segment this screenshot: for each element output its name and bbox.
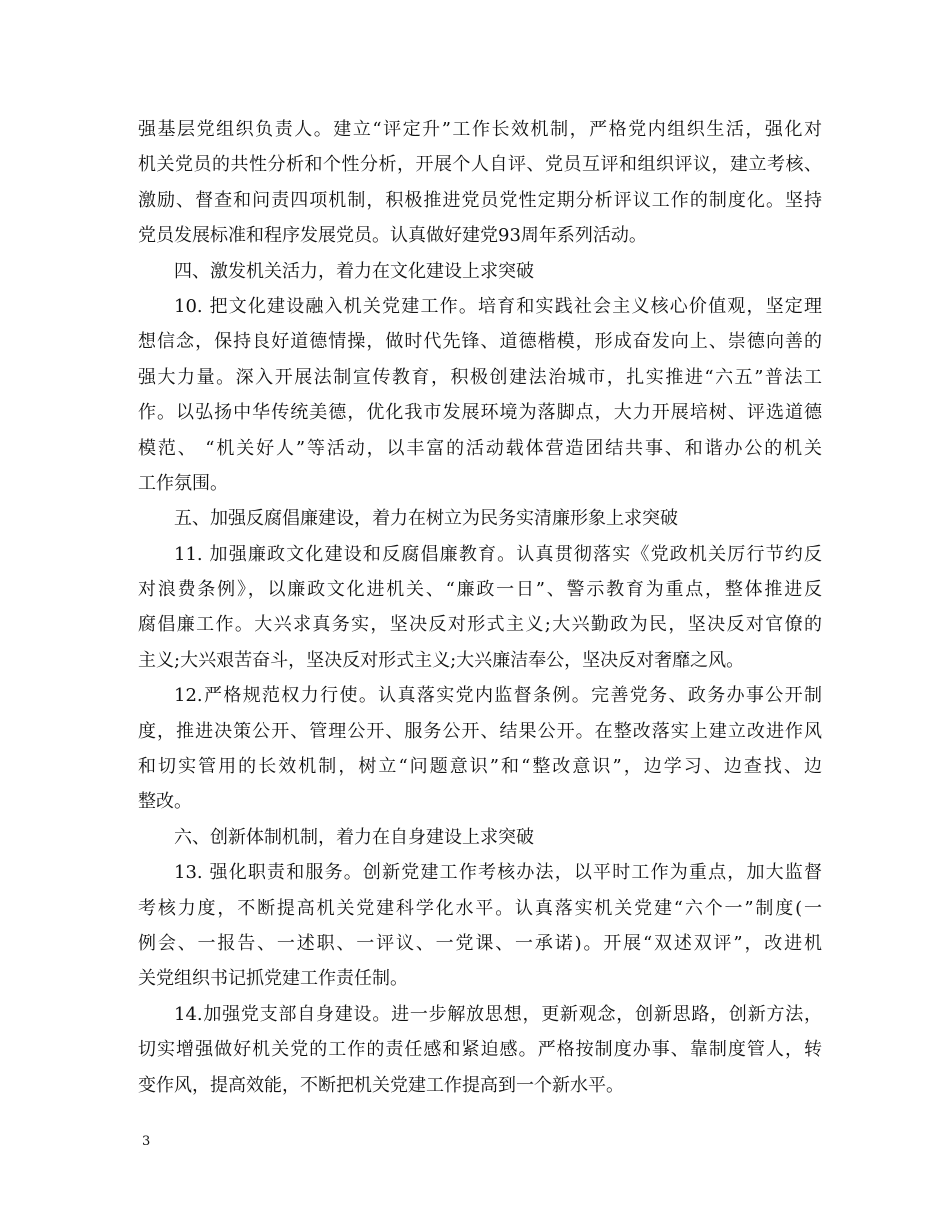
text-line: 作。以弘扬中华传统美德，优化我市发展环境为落脚点，大力开展培树、评选道德 xyxy=(138,402,822,424)
text-line: 六、创新体制机制，着力在自身建设上求突破 xyxy=(174,826,534,848)
text-line: 工作氛围。 xyxy=(138,472,228,494)
text-line: 五、加强反腐倡廉建设，着力在树立为民务实清廉形象上求突破 xyxy=(174,508,678,530)
text-line: 度，推进决策公开、管理公开、服务公开、结果公开。在整改落实上建立改进作风 xyxy=(138,720,822,742)
text-line: 14.加强党支部自身建设。进一步解放思想，更新观念，创新思路，创新方法， xyxy=(174,1003,822,1025)
text-line: 主义;大兴艰苦奋斗，坚决反对形式主义;大兴廉洁奉公，坚决反对奢靡之风。 xyxy=(138,649,745,671)
text-line: 11. 加强廉政文化建设和反腐倡廉教育。认真贯彻落实《党政机关厉行节约反 xyxy=(174,543,822,565)
text-line: 13. 强化职责和服务。创新党建工作考核办法，以平时工作为重点，加大监督 xyxy=(174,862,822,884)
text-line: 对浪费条例》，以廉政文化进机关、“廉政一日”、警示教育为重点，整体推进反 xyxy=(138,579,822,601)
text-line: 变作风，提高效能，不断把机关党建工作提高到一个新水平。 xyxy=(138,1074,624,1096)
text-line: 切实增强做好机关党的工作的责任感和紧迫感。严格按制度办事、靠制度管人，转 xyxy=(138,1039,822,1061)
text-line: 12.严格规范权力行使。认真落实党内监督条例。完善党务、政务办事公开制 xyxy=(174,685,822,707)
text-line: 强大力量。深入开展法制宣传教育，积极创建法治城市，扎实推进“六五”普法工 xyxy=(138,366,822,388)
text-line: 模范、 “机关好人”等活动，以丰富的活动载体营造团结共事、和谐办公的机关 xyxy=(138,437,822,459)
text-line: 机关党员的共性分析和个性分析，开展个人自评、党员互评和组织评议，建立考核、 xyxy=(138,154,822,176)
text-line: 四、激发机关活力，着力在文化建设上求突破 xyxy=(174,260,534,282)
text-line: 强基层党组织负责人。建立“评定升”工作长效机制，严格党内组织生活，强化对 xyxy=(138,119,822,140)
text-line: 激励、督查和问责四项机制，积极推进党员党性定期分析评议工作的制度化。坚持 xyxy=(138,189,822,211)
text-line: 10. 把文化建设融入机关党建工作。培育和实践社会主义核心价值观，坚定理 xyxy=(174,295,822,317)
document-body xyxy=(138,112,822,1103)
text-line: 想信念，保持良好道德情操，做时代先锋、道德楷模，形成奋发向上、崇德向善的 xyxy=(138,331,822,353)
text-line: 腐倡廉工作。大兴求真务实，坚决反对形式主义;大兴勤政为民，坚决反对官僚的 xyxy=(138,614,822,636)
page-number: 3 xyxy=(142,1134,151,1149)
text-line: 例会、一报告、一述职、一评议、一党课、一承诺)。开展“双述双评”，改进机 xyxy=(138,932,822,954)
text-line: 整改。 xyxy=(138,791,192,813)
text-line: 考核力度，不断提高机关党建科学化水平。认真落实机关党建“六个一”制度(一 xyxy=(138,897,822,919)
text-line: 和切实管用的长效机制，树立“问题意识”和“整改意识”，边学习、边查找、边 xyxy=(138,756,822,778)
text-line: 关党组织书记抓党建工作责任制。 xyxy=(138,968,408,990)
text-line: 党员发展标准和程序发展党员。认真做好建党93周年系列活动。 xyxy=(138,225,647,247)
